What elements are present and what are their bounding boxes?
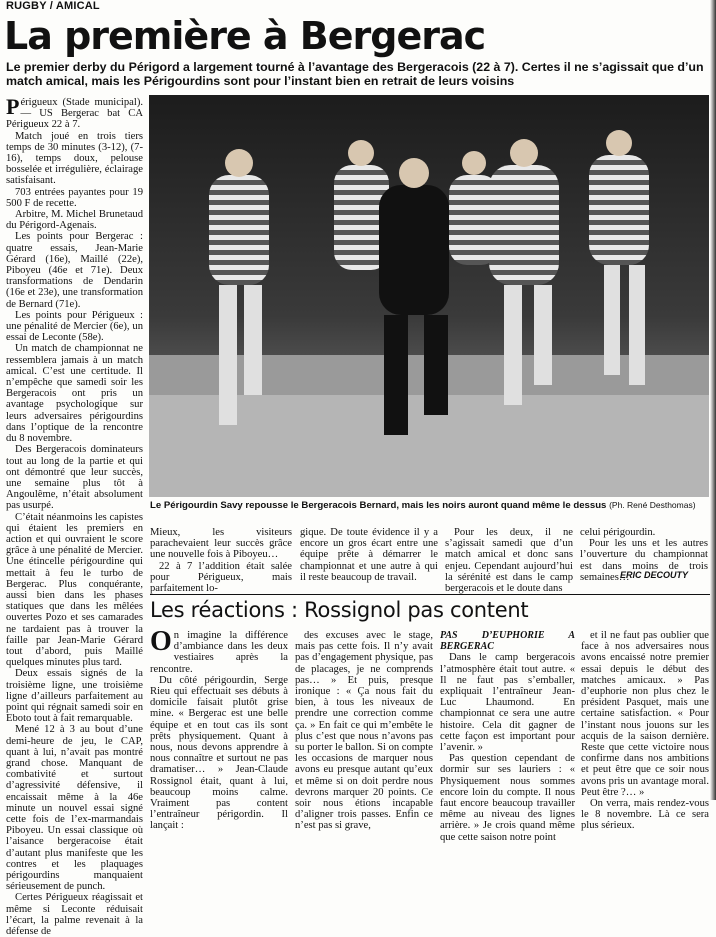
photo-caption [150, 500, 710, 511]
photo-credit: (Ph. René Desthomas) [609, 500, 696, 510]
paragraph: Du côté périgourdin, Serge Rieu qui effectuait ses débuts à domicile faisait plutôt grise mine. « Bergerac est une belle équipe et en tout cas ils sont prêts physiquement. Quant à nous, nous devons apprendre à nous connaître et surtout ne pas dramatiser… » Jean-Claude Rossignol était, quant à lui, beaucoup moins calme. Vraiment pas content l’entraîneur périgordin. Il lançait : [150, 674, 288, 832]
paragraph: Dans le camp bergeracois l’atmosphère était tout autre. « Il ne faut pas s’emballer, expliquait l’entraîneur Jean-Luc Lhaumond. En championnat ce sera une autre histoire. Cela dit gagner de cette façon est important pour l’avenir. » [440, 652, 575, 754]
byline: ERIC DECOUTY [620, 570, 689, 580]
section-rule [150, 594, 710, 595]
article-column-4-top [445, 527, 573, 594]
paragraph: 22 à 7 l’addition était salée pour Périgueux, mais parfaitement lo- [150, 560, 292, 595]
reactions-column-1 [150, 626, 288, 832]
paragraph: gique. De toute évidence il y a encore un gros écart entre une équipe prête à démarrer le championnat et une autre à qui il reste beaucoup de travail. [300, 527, 438, 583]
drop-cap: O [150, 626, 172, 657]
reactions-column-3 [440, 630, 575, 843]
section-kicker: RUGBY / AMICAL [6, 0, 100, 12]
paragraph: Mené 12 à 3 au bout d’une demi-heure de jeu, le CAP, quant à lui, n’avait pas montré grand chose. Manquant de combativité et surtout d’agressivité défensive, il encaissait même à la 46e minute un nouvel essai signé cette fois de l’ex-marmandais Piboyeu. Un essai classique où l’aisance bergeracoise était d’autant plus manifeste que les contres et les plaquages périgourdins manquaient sérieusement de punch. [6, 724, 143, 893]
headline: La première à Bergerac [4, 14, 486, 58]
players-illustration [149, 95, 709, 497]
paragraph: des excuses avec le stage, mais pas cette fois. Il n’y avait pas d’engagement physique, pas de placages, je ne comprends pas… » Et puis, presque ironique : « Ça nous fait du bien, à tous les niveaux de prendre une correction comme ça. » En fait ce qui m’embête le plus c’est que nous n’avons pas su porter le ballon. Si on compte les occasions de marquer nous avons eu presque autant qu’eux et même si on doit perdre nous devrons marquer 20 points. Ce soir nous étions incapable d’aligner trois passes. Enfin ce n’est pas si grave, [295, 630, 433, 832]
reactions-column-4 [581, 630, 709, 832]
paragraph: Pas question cependant de dormir sur ses lauriers : « Physiquement nous sommes encore loin du compte. Il nous faut encore beaucoup travailler même au niveau des lignes arrière. » Je crois quand même que cette saison notre point [440, 753, 575, 843]
paragraph: Les points pour Bergerac : quatre essais, Jean-Marie Gérard (16e), Maillé (22e), Piboyeu (46e et 71e). Deux transformations de Dendarin (16e et 23e), une transformation de Bernard (71e). [6, 231, 143, 310]
paragraph: Les points pour Périgueux : une pénalité de Mercier (6e), un essai de Leconte (58e). [6, 309, 143, 344]
paragraph: Arbitre, M. Michel Brunetaud du Périgord-Agenais. [6, 209, 143, 232]
paragraph: Périgueux (Stade municipal). — US Bergerac bat CA Périgueux 22 à 7. [6, 94, 143, 131]
paragraph: Deux essais signés de la troisième ligne, une troisième ligne d’ailleurs parfaitement au point qui régnait samedi soir en Eboto tout à fait remarquable. [6, 668, 143, 725]
article-column-3-top [300, 527, 438, 583]
paragraph: C’était néanmoins les capistes qui étaient les premiers en action et qui ouvraient le score grâce à une pénalité de Mercier. Une étincelle périgourdine qui mettait à feu le turbo de Bergerac. Plus conquérante, aussi bien dans les phases statiques que dans les mêlées ouvertes Pozo et ses camarades ne tardaient pas à trouver la faille par Jean-Marie Gérard tout d’abord, puis Maillé quelques minutes plus tard. [6, 511, 143, 669]
standfirst: Le premier derby du Périgord a largement tourné à l’avantage des Bergeracois (22 à 7). Certes il ne s’agissait que d’un match amical, mais les Périgourdins sont pour l’instant bien en retrait de leurs voisins [6, 60, 704, 88]
article-column-2-top [150, 527, 292, 594]
paragraph: Pour les deux, il ne s’agissait samedi que d’un match amical et donc sans enjeu. Cependant aujourd’hui la sérénité est dans le camp bergeracois et le doute dans [445, 527, 573, 595]
paragraph: Mieux, les visiteurs parachevaient leur succès grâce une nouvelle fois à Piboyeu… [150, 527, 292, 561]
paragraph: On imagine la différence d’ambiance dans les deux vestiaires après la rencontre. [150, 626, 288, 675]
caption-text: Le Périgourdin Savy repousse le Bergeracois Bernard, mais les noirs auront quand même le dessus [150, 500, 607, 511]
paragraph: Un match de championnat ne ressemblera jamais à un match amical. C’est une certitude. Il n’empêche que samedi soir les Bergeracois ont pris un avantage psychologique sur leurs adversaires périgourdins dans l’optique de la rencontre du 8 novembre. [6, 343, 143, 445]
paragraph: et il ne faut pas oublier que face à nos adversaires nous avons encaissé notre premier essai depuis le début des matches amicaux. » Pas d’euphorie non plus chez le président Pasquet, mais une certaine satisfaction. « Pour l’instant nous jouons sur les acquis de la saison dernière. Reste que cette victoire nous confirme dans nos ambitions et peut être que ce soir nous avons pris un avantage moral. Peut être ?… » [581, 630, 709, 798]
drop-cap: P [6, 94, 20, 119]
paragraph: Certes Périgueux réagissait et même si Leconte réduisait l’écart, la palme revenait à la défense de [6, 892, 143, 937]
paragraph: Pour les uns et les autres l’ouverture du championnat est dans moins de trois semaines… [580, 538, 708, 583]
reactions-title: Les réactions : Rossignol pas content [150, 598, 529, 622]
paragraph: On verra, mais rendez-vous le 8 novembre. Là ce sera plus sérieux. [581, 798, 709, 832]
paragraph: Match joué en trois tiers temps de 30 minutes (3-12), (7-16), temps doux, pelouse bosselée et irrégulière, éclairage satisfaisant. [6, 130, 143, 187]
reactions-column-2 [295, 630, 433, 832]
reactions-subhead: PAS D’EUPHORIE A BERGERAC [440, 630, 575, 653]
article-column-1 [6, 94, 143, 937]
paragraph: celui périgourdin. [580, 527, 656, 538]
scan-edge [710, 0, 716, 800]
paragraph: Des Bergeracois dominateurs tout au long de la partie et qui ont démontré que leur succès, une semaine plus tôt à Angoulême, n’était absolument pas usurpé. [6, 444, 143, 512]
paragraph: 703 entrées payantes pour 19 500 F de recette. [6, 186, 143, 209]
rugby-match-photo [149, 95, 709, 497]
